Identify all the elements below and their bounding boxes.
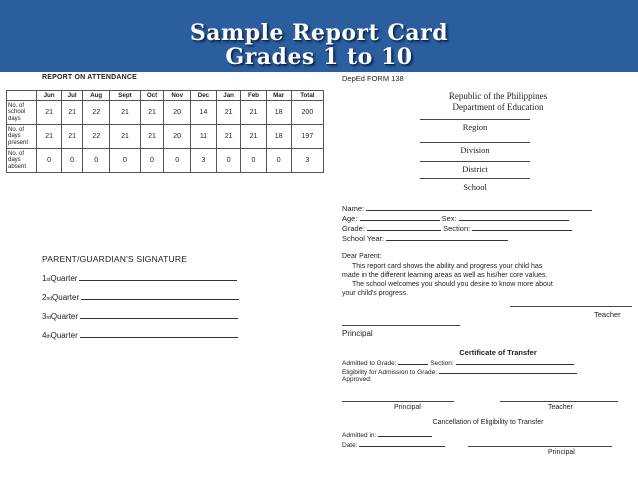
admitted-grade-line[interactable] <box>398 358 428 365</box>
signature-line[interactable] <box>80 313 238 319</box>
quarter-number: 2 <box>42 293 47 302</box>
quarter-suffix: rd <box>46 315 51 321</box>
table-cell: 21 <box>110 125 140 149</box>
table-row <box>7 125 324 149</box>
admitted-in-line[interactable] <box>378 430 432 437</box>
table-cell: 0 <box>216 149 240 173</box>
section-label: Section: <box>443 224 471 233</box>
name-line[interactable] <box>366 204 592 211</box>
attendance-title: REPORT ON ATTENDANCE <box>42 74 137 81</box>
table-cell: 21 <box>140 125 164 149</box>
school-label: School <box>463 182 487 192</box>
table-cell: 21 <box>241 101 266 125</box>
table-cell: 0 <box>164 149 191 173</box>
header-cell: Jun <box>37 91 62 101</box>
quarter-number: 4 <box>42 331 47 340</box>
banner-title-line2: Grades 1 to 10 <box>225 44 413 70</box>
district-line[interactable] <box>420 161 530 162</box>
quarter-label: Quarter <box>50 312 79 321</box>
eligibility-field <box>342 367 577 376</box>
admitted-grade-field <box>342 358 574 367</box>
approved-label: Approved: <box>342 376 372 383</box>
name-label: Name: <box>342 204 365 213</box>
grade-label: Grade: <box>342 224 365 233</box>
quarter-suffix: st <box>46 277 51 283</box>
table-cell: 0 <box>241 149 266 173</box>
row-label: No. of days absent <box>7 149 37 173</box>
header-cell: Jul <box>62 91 83 101</box>
quarter-signature-row <box>42 331 238 340</box>
eligibility-label: Eligibility for Admission to Grade: <box>342 369 438 376</box>
quarter-suffix: nd <box>46 296 53 302</box>
report-card-front-right <box>338 74 638 479</box>
school-year-line[interactable] <box>386 234 508 241</box>
quarter-number: 3 <box>42 312 47 321</box>
name-field <box>342 204 592 213</box>
signature-line[interactable] <box>79 275 237 281</box>
admitted-in-field <box>342 430 432 439</box>
teacher-signature-line[interactable] <box>510 306 632 307</box>
age-label: Age: <box>342 214 358 223</box>
school-year-label: School Year: <box>342 234 385 243</box>
header-cell <box>7 91 37 101</box>
table-cell: 21 <box>110 101 140 125</box>
header-cell: Mar <box>266 91 291 101</box>
table-cell: 18 <box>266 125 291 149</box>
cancellation-principal-line[interactable] <box>468 446 612 447</box>
quarter-signature-row <box>42 274 237 283</box>
table-cell: 3 <box>291 149 323 173</box>
letter-line: The school welcomes you should you desire to know more about <box>352 281 553 288</box>
table-cell: 20 <box>164 125 191 149</box>
table-cell: 3 <box>191 149 217 173</box>
quarter-suffix: th <box>46 334 51 340</box>
table-cell: 0 <box>110 149 140 173</box>
table-cell: 22 <box>83 125 110 149</box>
table-cell: 14 <box>191 101 217 125</box>
transfer-principal-label: Principal <box>394 404 421 411</box>
date-field <box>342 440 445 449</box>
republic-heading: Republic of the Philippines <box>448 91 548 101</box>
transfer-title: Certificate of Transfer <box>459 348 537 357</box>
table-cell: 197 <box>291 125 323 149</box>
division-label: Division <box>460 145 490 155</box>
age-line[interactable] <box>360 214 440 221</box>
table-cell: 0 <box>140 149 164 173</box>
quarter-label: Quarter <box>50 274 78 283</box>
signature-line[interactable] <box>80 332 238 338</box>
region-label: Region <box>462 122 488 132</box>
table-row <box>7 149 324 173</box>
section-line[interactable] <box>472 224 572 231</box>
header-cell: Jan <box>216 91 240 101</box>
age-sex-field <box>342 214 569 223</box>
teacher-label: Teacher <box>594 310 621 319</box>
table-cell: 21 <box>37 101 62 125</box>
region-line[interactable] <box>420 119 530 120</box>
quarter-label: Quarter <box>52 293 80 302</box>
dear-parent: Dear Parent: <box>342 253 382 260</box>
table-cell: 21 <box>140 101 164 125</box>
table-cell: 21 <box>241 125 266 149</box>
letter-line: made in the different learning areas as well as his/her core values. <box>342 272 548 279</box>
quarter-number: 1 <box>42 274 47 283</box>
table-cell: 0 <box>62 149 83 173</box>
header-cell: Nov <box>164 91 191 101</box>
table-cell: 0 <box>83 149 110 173</box>
transfer-principal-line[interactable] <box>342 401 454 402</box>
table-cell: 0 <box>266 149 291 173</box>
report-card-back-left <box>6 74 324 479</box>
table-cell: 21 <box>216 125 240 149</box>
admitted-grade-label: Admitted to Grade: <box>342 360 397 367</box>
header-cell: Dec <box>191 91 217 101</box>
row-label: No. of school days <box>7 101 37 125</box>
transfer-section-label: Section: <box>430 360 454 367</box>
form-number: DepEd FORM 138 <box>342 74 404 83</box>
grade-line[interactable] <box>367 224 441 231</box>
cancellation-title: Cancellation of Eligibility to Transfer <box>432 419 544 426</box>
division-line[interactable] <box>420 142 530 143</box>
principal-label: Principal <box>342 329 373 338</box>
table-cell: 21 <box>62 101 83 125</box>
header-cell: Sept <box>110 91 140 101</box>
header-cell: Total <box>291 91 323 101</box>
sex-label: Sex: <box>441 214 457 223</box>
admitted-in-label: Admitted in: <box>342 432 377 439</box>
transfer-teacher-label: Teacher <box>548 404 573 411</box>
date-label: Date: <box>342 442 358 449</box>
quarter-signature-row <box>42 312 238 321</box>
signature-title: PARENT/GUARDIAN'S SIGNATURE <box>42 254 188 264</box>
attendance-table <box>6 90 324 173</box>
letter-line: your child's progress. <box>342 290 408 297</box>
quarter-signature-row <box>42 293 239 302</box>
header-cell: Oct <box>140 91 164 101</box>
principal-signature-line[interactable] <box>342 325 460 326</box>
school-line[interactable] <box>420 178 530 179</box>
letter-line: This report card shows the ability and progress your child has <box>352 263 543 270</box>
eligibility-line[interactable] <box>439 367 577 374</box>
attendance-header-row <box>7 91 324 101</box>
table-cell: 22 <box>83 101 110 125</box>
title-banner <box>0 0 638 72</box>
department-heading: Department of Education <box>452 102 544 112</box>
table-cell: 21 <box>37 125 62 149</box>
table-row <box>7 101 324 125</box>
header-cell: Aug <box>83 91 110 101</box>
row-label: No. of days present <box>7 125 37 149</box>
cancellation-principal-label: Principal <box>548 449 575 456</box>
transfer-teacher-line[interactable] <box>500 401 618 402</box>
table-cell: 11 <box>191 125 217 149</box>
signature-line[interactable] <box>81 294 239 300</box>
table-cell: 21 <box>62 125 83 149</box>
table-cell: 20 <box>164 101 191 125</box>
district-label: District <box>462 164 488 174</box>
school-year-field <box>342 234 508 243</box>
grade-section-field <box>342 224 572 233</box>
transfer-section-line[interactable] <box>456 358 574 365</box>
quarter-label: Quarter <box>50 331 78 340</box>
sex-line[interactable] <box>459 214 569 221</box>
table-cell: 0 <box>37 149 62 173</box>
date-line[interactable] <box>359 440 445 447</box>
header-cell: Feb <box>241 91 266 101</box>
banner-title-line1: Sample Report Card <box>189 20 449 46</box>
table-cell: 21 <box>216 101 240 125</box>
table-cell: 18 <box>266 101 291 125</box>
table-cell: 200 <box>291 101 323 125</box>
